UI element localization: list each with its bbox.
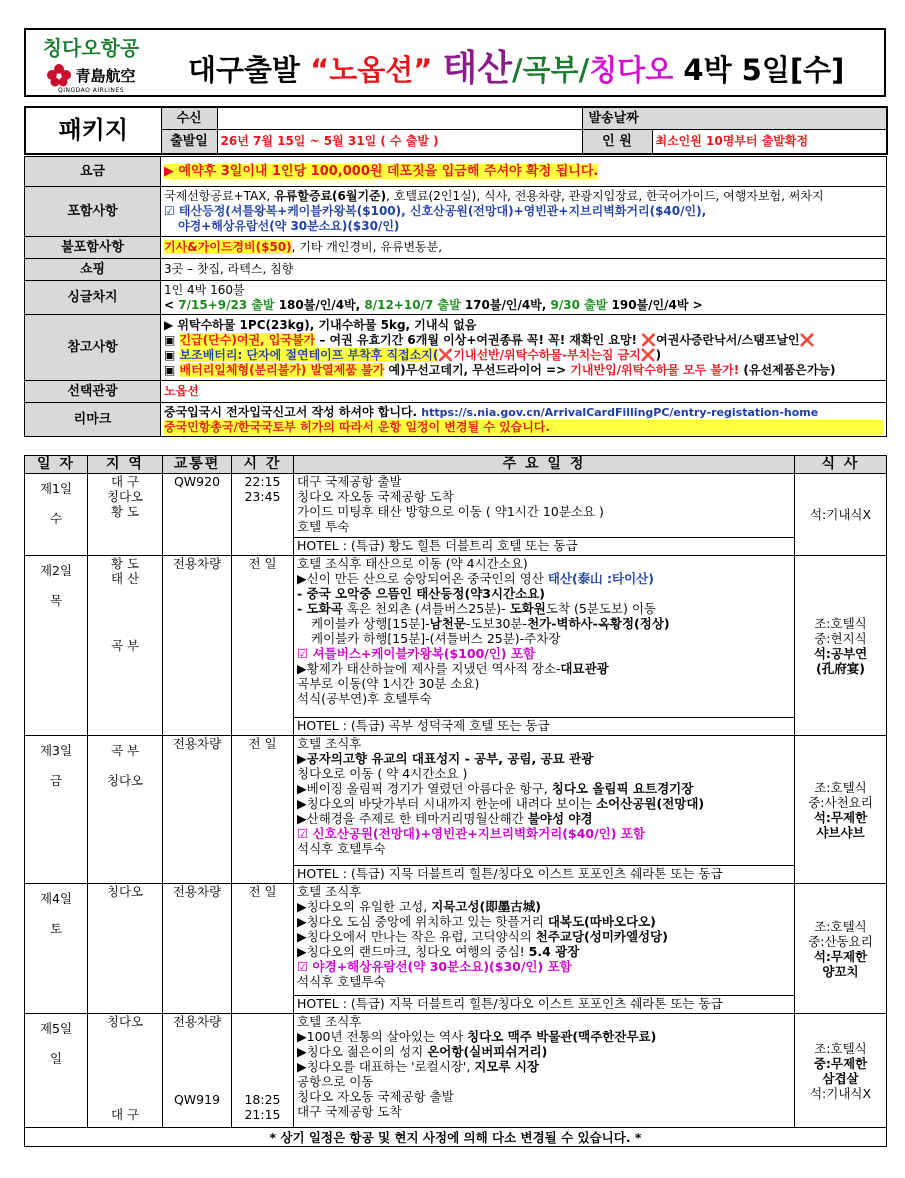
remark-value: [161, 403, 887, 437]
meal: 조:호텔식: [814, 615, 867, 631]
excluded-label: 불포함사항: [25, 237, 161, 259]
sched-line: 석식(공부연)후 호텔투숙: [297, 691, 432, 706]
sched-bold: 소어산공원(전망대): [596, 796, 705, 811]
sched-bold: 온어항(실버피쉬거리): [427, 1044, 548, 1059]
meal: (孔府宴): [816, 660, 865, 676]
title-qufu: 곡부: [522, 53, 579, 87]
option-tour-value: 노옵션: [161, 381, 887, 403]
note-paren: ): [655, 347, 662, 362]
note-heating-example: 예)무선고데기, 무선드라이어 =>: [384, 362, 571, 377]
header-banner: [24, 28, 886, 97]
sched-text: 혹은 천외촌 (셔틀버스25분)-: [342, 601, 510, 616]
day1-row: [25, 474, 887, 538]
region: 곡 부: [110, 743, 140, 758]
sched-bold: 남천문: [429, 616, 466, 631]
single-base: 1인 4박 160불: [164, 282, 245, 297]
sched-line: 석식후 호텔투숙: [297, 974, 386, 989]
send-date-label: 발송날짜: [582, 107, 887, 129]
note-bullet: ▣: [164, 362, 180, 377]
note-bullet: ▣: [164, 347, 180, 362]
col-time: 시 간: [232, 456, 294, 474]
region: 곡 부: [110, 638, 140, 653]
title-depart: 대구출발: [188, 53, 301, 87]
day1-hotel: HOTEL : (특급) 황도 힐튼 더블트리 호텔 또는 동급: [294, 538, 795, 556]
meal: 양꼬치: [822, 963, 859, 979]
sched-text: 케이블카 상행[15분]-: [311, 616, 430, 631]
sched-line: 석식후 호텔투숙: [297, 841, 386, 856]
note-passport-warning: ❌여권사증란낙서/스탬프날인❌: [641, 332, 815, 347]
sched-bold: 불야성 야경: [527, 811, 593, 826]
sched-line: 칭다오 자오동 국제공항 출발: [297, 1089, 454, 1104]
logo-english: QINGDAO AIRLINES: [57, 87, 125, 94]
region: 칭다오: [106, 489, 144, 504]
sched-text: ▶칭다오의 랜드마크, 칭다오 여행의 중심!: [297, 944, 529, 959]
entry-card-link[interactable]: https://s.nia.gov.cn/ArrivalCardFillingPC/entry-registation-home: [421, 405, 819, 419]
sched-bold: 천가-벽하사-옥황정(정상): [527, 616, 670, 631]
region: 칭다오: [106, 1014, 144, 1029]
sched-bold: 5.4 광장: [528, 944, 580, 959]
remark-schedule-change: 중국민항총국/한국국토부 허가의 따라서 운항 일정이 변경될 수 있습니다.: [164, 420, 883, 435]
sched-included: ☑ 셔틀버스+케이블카왕복($100/인) 포함: [297, 646, 536, 661]
single-price-3: 190불/인/4박 >: [607, 297, 703, 312]
region: 대 구: [110, 474, 140, 489]
single-price-2: 170불/인/4박,: [460, 297, 551, 312]
sched-text: ▶칭다오의 바닷가부터 시내까지 한눈에 내려다 보이는: [297, 796, 597, 811]
meal: 중:사천요리: [808, 794, 873, 810]
day3-dow: 금: [49, 773, 63, 788]
note-heating-warning: 기내반입/위탁수하물 모두 불가!: [570, 362, 740, 377]
flower-logo-icon: [46, 63, 72, 87]
sched-line: 곡부로 이동(약 1시간 30분 소요): [297, 676, 480, 691]
shopping-label: 쇼핑: [25, 259, 161, 281]
title-duration: 4박 5일[수]: [683, 53, 845, 87]
day4-transport: 전용차량: [163, 884, 232, 1014]
remark-entry-card: 중국입국시 전자입국신고서 작성 하셔야 합니다.: [164, 404, 422, 419]
incl-text: , 호텔료(2인1실), 식사, 전용차량, 관광지입장료, 한국어가이드, 여행자보험, 써차지: [386, 189, 824, 203]
day1-label: 제1일: [39, 481, 73, 496]
incl-text: 국제선항공료+TAX,: [164, 189, 275, 203]
note-baggage: ▶ 위탁수하물 1PC(23kg), 기내수하물 5kg, 기내식 없음: [164, 317, 477, 332]
meal: 조:호텔식: [814, 1040, 867, 1056]
meal: 중:산동요리: [808, 933, 873, 949]
itinerary-table: [24, 455, 887, 1147]
day2-time: 전 일: [232, 556, 294, 736]
people-value: 최소인원 10명부터 출발확정: [652, 129, 887, 154]
day3-hotel: HOTEL : (특급) 지묵 더블트리 힐튼/칭다오 이스트 포포인츠 쉐라톤 또는 동급: [294, 866, 795, 884]
excl-guide-fee: 기사&가이드경비($50): [164, 240, 292, 254]
fee-label: 요금: [25, 157, 161, 187]
day5-label: 제5일: [39, 1021, 73, 1036]
title-slash: /: [578, 53, 590, 87]
meal: 삼겹살: [822, 1070, 859, 1086]
time: 22:15: [244, 474, 281, 489]
col-meal: 식 사: [795, 456, 887, 474]
time: 18:25: [244, 1092, 281, 1107]
sched-line: 대구 국제공항 도착: [297, 1104, 402, 1119]
day4-label: 제4일: [39, 891, 73, 906]
title-no-option: “노옵션”: [310, 53, 433, 87]
sched-line: 호텔 조식후: [297, 736, 362, 751]
sched-bold: 지묵고성(即墨古城): [431, 899, 541, 914]
single-price-1: 180불/인/4박,: [274, 297, 365, 312]
sched-bold: 대묘관광: [560, 661, 609, 676]
taishan: 태산(泰山 :타이산): [547, 571, 654, 586]
title-qingdao: 칭다오: [589, 53, 674, 87]
meal: 중:무제한: [813, 1055, 868, 1071]
sched-bold: - 도화곡: [297, 601, 343, 616]
day3-row: [25, 736, 887, 866]
option-tour-label: 선택관광: [25, 381, 161, 403]
recipient-value: [217, 107, 582, 129]
col-region: 지 역: [88, 456, 163, 474]
day2-label: 제2일: [39, 563, 73, 578]
departure-label: 출발일: [161, 129, 217, 154]
day4-dow: 토: [49, 921, 63, 936]
sched-text: ▶신이 만든 산으로 숭앙되어온 중국인의 영산: [297, 571, 548, 586]
sched-line: 호텔 조식후 태산으로 이동 (약 4시간소요): [297, 556, 528, 571]
sched-line: 공항으로 이동: [297, 1074, 374, 1089]
sched-text: ▶칭다오에서 만나는 작은 유럽, 고딕양식의: [297, 929, 536, 944]
region: 칭다오: [88, 884, 163, 1014]
note-heating: 배터리일체형(분리불가) 발열제품 불가: [179, 362, 385, 377]
col-schedule: 주 요 일 정: [294, 456, 795, 474]
meal: 석:공부연: [813, 645, 868, 661]
fee-value: [161, 157, 887, 187]
note-wired-ok: (유선제품은가능): [739, 362, 836, 377]
sched-line: 호텔 조식후: [297, 1014, 362, 1029]
sched-text: ▶황제가 태산하늘에 제사를 지냈던 역사적 장소-: [297, 661, 561, 676]
sched-line: 호텔 조식후: [297, 884, 362, 899]
note-battery: 보조배터리: 단자에 절연테이프 부착후 직접소지(: [179, 347, 439, 362]
day3-label: 제3일: [39, 743, 73, 758]
day5-row: [25, 1014, 887, 1128]
sched-text: ▶칭다오를 대표하는 '로컬시장',: [297, 1059, 475, 1074]
departure-value: 26년 7월 15일 ~ 5월 31일 ( 수 출발 ): [217, 129, 582, 154]
sched-text: ▶칭다오 젊은이의 성지: [297, 1044, 428, 1059]
excl-text: , 기타 개인경비, 유류변동분,: [291, 240, 443, 254]
incl-tours-2: 야경+해상유람선(약 30분소요)($30/인): [178, 219, 400, 233]
region: 태 산: [110, 571, 140, 586]
sched-bold: 지모루 시장: [474, 1059, 540, 1074]
day5-flight: QW919: [173, 1092, 221, 1107]
fee-text: ▶ 예약후 3일이내 1인당 100,000원 데포짓을 입금해 주셔야 확정 됩니다.: [164, 164, 599, 179]
incl-fuel: 유류할증료(6월기준): [274, 189, 387, 203]
recipient-label: 수신: [161, 107, 217, 129]
single-value: [161, 281, 887, 315]
sched-text: ▶칭다오의 유일한 고성,: [297, 899, 432, 914]
excluded-value: [161, 237, 887, 259]
day1-flight: QW920: [163, 474, 232, 556]
sched-text: 도착 (5분도보) 이동: [545, 601, 657, 616]
region: 황 도: [110, 556, 140, 571]
note-passport: – 여권 유효기간 6개월 이상+여권종류 꼭! 꼭! 재확인 요망!: [315, 332, 642, 347]
day4-time: 전 일: [232, 884, 294, 1014]
sched-text: ▶베이징 올림픽 경기가 열렸던 아름다운 항구,: [297, 781, 552, 796]
people-label: 인 원: [582, 129, 652, 154]
title-taishan: 태산: [442, 48, 513, 89]
incl-tours: ☑ 태산등정(셔틀왕복+케이블카왕복($100), 신호산공원(전망대)+영빈관+지브리벽화거리($40/인),: [164, 204, 707, 218]
logo-korean: 칭다오항공: [42, 36, 140, 60]
package-label: 패키지: [25, 107, 161, 154]
meal: 석:무제한: [813, 948, 868, 964]
sched-bold: 천주교당(성미카엘성당): [535, 929, 668, 944]
sched-text: -도보30분-: [465, 616, 528, 631]
sched-line: 대구 국제공항 출발: [297, 474, 402, 489]
day1-meal: 석:기내식X: [795, 474, 887, 556]
title-slash: /: [512, 53, 523, 87]
sched-included: ☑ 야경+해상유람선(약 30분소요)($30/인) 포함: [297, 959, 572, 974]
meal: 조:호텔식: [814, 779, 867, 795]
single-bracket: <: [164, 297, 179, 312]
meal: 석:무제한: [813, 809, 868, 825]
col-transport: 교통편: [163, 456, 232, 474]
day2-hotel: HOTEL : (특급) 곡부 성덕국제 호텔 또는 동급: [294, 718, 795, 736]
day5-dow: 일: [49, 1051, 63, 1066]
sched-line: 호텔 투숙: [297, 519, 350, 534]
page-title: [188, 40, 844, 91]
day4-row: [25, 884, 887, 996]
single-label: 싱글차지: [25, 281, 161, 315]
notes-label: 참고사항: [25, 315, 161, 381]
day3-transport: 전용차량: [163, 736, 232, 884]
meal: 샤브샤브: [816, 824, 865, 840]
day5-transport: 전용차량: [172, 1014, 222, 1029]
conditions-table: [24, 156, 887, 437]
single-period-3: 9/30 출발: [550, 297, 608, 312]
sched-included: ☑ 신호산공원(전망대)+영빈관+지브리벽화거리($40/인) 포함: [297, 826, 645, 841]
airline-logo: [26, 30, 156, 95]
sched-bold: 도화원: [509, 601, 546, 616]
sched-bold: 대복도(따바오다오): [547, 914, 656, 929]
day3-time: 전 일: [232, 736, 294, 884]
region: 칭다오: [106, 773, 144, 788]
sched-text: ▶칭다오 도심 중앙에 위치하고 있는 핫플거리: [297, 914, 548, 929]
region: 대 구: [110, 1107, 140, 1122]
meal: 중:현지식: [814, 630, 867, 646]
included-value: [161, 187, 887, 237]
included-label: 포함사항: [25, 187, 161, 237]
sched-line: ▶공자의고향 유교의 대표성지 - 공부, 공림, 공묘 관광: [297, 751, 594, 766]
sched-bold: 칭다오 맥주 박물관(맥주한잔무료): [467, 1029, 657, 1044]
day4-hotel: HOTEL : (특급) 지묵 더블트리 힐튼/칭다오 이스트 포포인츠 쉐라톤 또는 동급: [294, 996, 795, 1014]
meal: 석:기내식X: [809, 1085, 872, 1101]
logo-chinese: 青島航空: [75, 66, 136, 85]
time: 23:45: [244, 489, 281, 504]
remark-label: 리마크: [25, 403, 161, 437]
sched-line: 케이블카 하행[15분]-(셔틀버스 25분)-주차장: [311, 631, 561, 646]
shopping-value: 3곳 – 찻집, 라텍스, 침향: [161, 259, 887, 281]
sched-line: 칭다오 자오동 국제공항 도착: [297, 489, 454, 504]
footer-note: * 상기 일정은 항공 및 현지 사정에 의해 다소 변경될 수 있습니다. *: [25, 1128, 887, 1147]
time: 21:15: [244, 1107, 281, 1122]
single-period-1: 7/15+9/23 출발: [178, 297, 275, 312]
day1-dow: 수: [49, 511, 63, 526]
sched-bold: 칭다오 올림픽 요트경기장: [551, 781, 694, 796]
sched-text: ▶100년 전통의 살아있는 역사: [297, 1029, 468, 1044]
note-bullet: ▣: [164, 332, 180, 347]
package-info-table: [24, 106, 888, 155]
note-battery-warning: ❌기내선반/위탁수하물-부치는짐 금지❌: [438, 347, 656, 362]
day2-dow: 목: [49, 593, 63, 608]
single-period-2: 8/12+10/7 출발: [364, 297, 461, 312]
region: 황 도: [110, 504, 140, 519]
note-passport-alert: 긴급(단수)여권, 입국불가: [179, 332, 316, 347]
notes-value: [161, 315, 887, 381]
day2-transport: 전용차량: [163, 556, 232, 736]
sched-text: ▶산해경을 주제로 한 테마거리명월산해간: [297, 811, 528, 826]
day2-row: [25, 556, 887, 718]
sched-line: 가이드 미팅후 태산 방향으로 이동 ( 약1시간 10분소요 ): [297, 504, 604, 519]
sched-line: - 중국 오악중 으뜸인 태산등정(약3시간소요): [297, 586, 545, 601]
meal: 조:호텔식: [814, 918, 867, 934]
col-day: 일 자: [25, 456, 88, 474]
sched-line: 칭다오로 이동 ( 약 4시간소요 ): [297, 766, 468, 781]
